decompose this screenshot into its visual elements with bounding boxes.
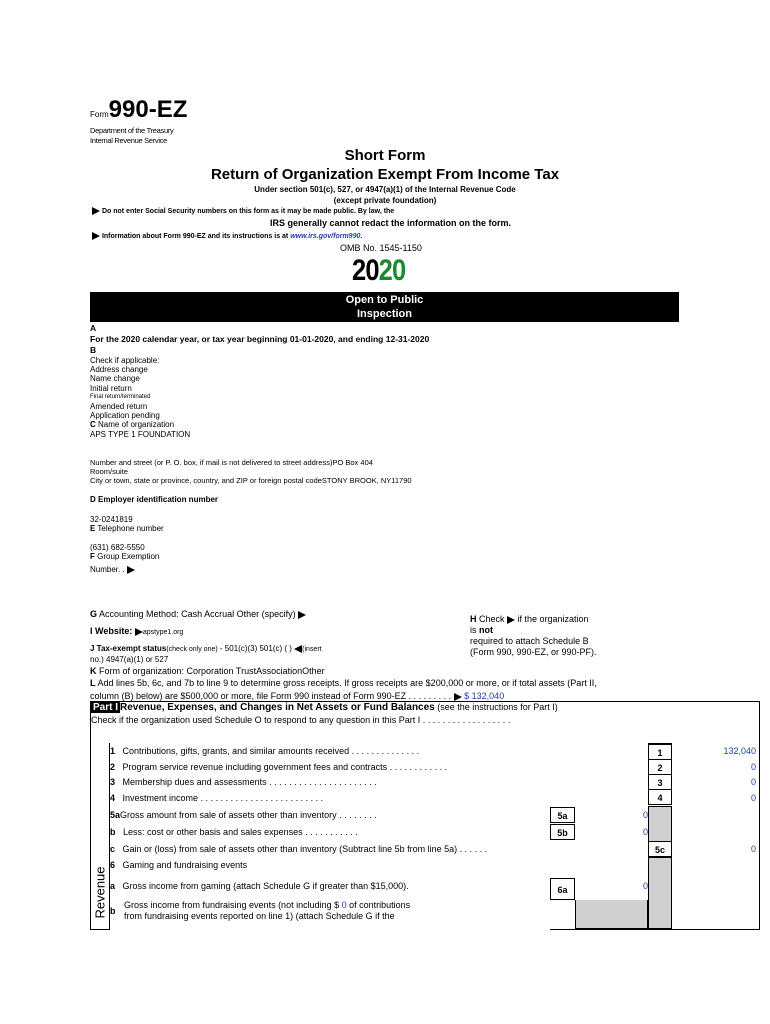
- line-6: 6 Gaming and fundraising events: [110, 860, 248, 870]
- box-3: 3: [648, 774, 672, 790]
- telephone-label: Telephone number: [95, 524, 164, 533]
- box-5c: 5c: [648, 841, 672, 857]
- form-prefix: Form: [90, 110, 109, 119]
- street-value: PO Box 404: [332, 458, 373, 467]
- value-line-5a[interactable]: 0: [642, 810, 648, 820]
- website-value[interactable]: apstype1.org: [142, 629, 184, 636]
- dept-line-2: Internal Revenue Service: [90, 136, 168, 145]
- line-5c: c Gain or (loss) from sale of assets other than inventory (Subtract line 5b from line 5a) . . . . . .: [110, 844, 488, 854]
- part1-label: Part I: [93, 702, 119, 713]
- group-exemption-label: Group Exemption: [94, 552, 160, 561]
- box-4: 4: [648, 789, 672, 805]
- arrow-icon: [298, 611, 306, 619]
- line-6a: a Gross income from gaming (attach Schedule G if greater than $15,000).: [110, 881, 409, 891]
- org-name: APS TYPE 1 FOUNDATION: [90, 429, 191, 439]
- initial-return[interactable]: Initial return: [90, 383, 132, 393]
- bottom-border: [550, 929, 760, 930]
- final-return[interactable]: Final return/terminated: [90, 393, 151, 400]
- arrow-icon: [454, 693, 462, 701]
- arrow-icon: [92, 207, 100, 215]
- city-value: STONY BROOK, NY11790: [321, 476, 412, 485]
- form-of-organization: K Form of organization: Corporation TrustAssociationOther: [90, 666, 325, 676]
- accounting-method: G Accounting Method: Cash Accrual Other (specify): [90, 609, 306, 619]
- room-suite: Room/suite: [90, 467, 128, 476]
- check-if-applicable: Check if applicable: Address change Name change Initial return Final return/terminated Amended return Application pending C Name of organization APS TYPE 1 FOUNDATION: [90, 356, 191, 439]
- tax-year: [352, 254, 405, 288]
- website-row: I Website: apstype1.org: [90, 626, 184, 636]
- form990-link[interactable]: www.irs.gov/form990: [290, 232, 361, 240]
- under-section: Under section 501(c), 527, or 4947(a)(1) of the Internal Revenue Code: [254, 185, 516, 194]
- value-line-5c[interactable]: 0: [750, 844, 756, 854]
- value-line-5b[interactable]: 0: [642, 827, 648, 837]
- arrow-icon: [507, 616, 515, 624]
- title-return: Return of Organization Exempt From Income Tax: [210, 166, 560, 183]
- right-border: [759, 743, 760, 929]
- line-3: 3 Membership dues and assessments . . . . . . . . . . . . . . . . . . . . . .: [110, 777, 377, 787]
- omb-number: OMB No. 1545-1150: [340, 243, 422, 253]
- phone-value: (631) 682-5550: [90, 543, 145, 552]
- revenue-side-label-box: [91, 856, 109, 928]
- except-private: (except private foundation): [333, 196, 437, 205]
- calendar-year: For the 2020 calendar year, or tax year beginning 01-01-2020, and ending 12-31-2020: [90, 334, 430, 344]
- application-pending[interactable]: Application pending: [90, 411, 160, 421]
- gross-receipts-value: $ 132,040: [461, 691, 505, 701]
- amended-return[interactable]: Amended return: [90, 402, 148, 412]
- line-6b: Gross income from fundraising events (not including $ 0 of contributions from fundraising events reported on line 1) (attach Schedule G if the: [124, 900, 411, 921]
- part1-title-row: Part I Revenue, Expenses, and Changes in Net Assets or Fund Balances (see the instructions for Part I): [93, 702, 558, 713]
- box-5b: 5b: [550, 824, 575, 840]
- line-1: 1 Contributions, gifts, grants, and similar amounts received . . . . . . . . . . . . . .: [110, 746, 420, 756]
- line-2: 2 Program service revenue including government fees and contracts . . . . . . . . . . . .: [110, 762, 448, 772]
- label-a: A: [90, 323, 97, 333]
- ssn-note: Do not enter Social Security numbers on this form as it may be made public. By law, the: [92, 207, 394, 215]
- form-number: 990-EZ: [108, 96, 188, 123]
- address-block: [90, 458, 412, 485]
- box-2: 2: [648, 759, 672, 775]
- arrow-left-icon: [294, 645, 302, 653]
- tax-exempt-status: J Tax-exempt status(check only one) - 501(c)(3) 501(c) ( ) (insert no.) 4947(a)(1) or 527: [90, 644, 322, 664]
- ein-value: 32-0241819: [90, 515, 133, 524]
- name-change[interactable]: Name change: [90, 374, 140, 384]
- info-note: Information about Form 990-EZ and its instructions is at www.irs.gov/form990.: [92, 232, 362, 240]
- arrow-icon: [135, 628, 143, 636]
- group-number: Number. .: [90, 565, 135, 574]
- department: [90, 126, 174, 146]
- address-change[interactable]: Address change: [90, 365, 148, 375]
- schedule-o-check[interactable]: Check if the organization used Schedule O to respond to any question in this Part I . . . . . . . . . . . . . . . . . .: [91, 715, 511, 725]
- value-line-1[interactable]: 132,040: [723, 746, 756, 756]
- value-line-2[interactable]: 0: [750, 762, 756, 772]
- box-1: 1: [648, 744, 672, 760]
- shaded-box-6b: [575, 900, 648, 929]
- value-line-6a[interactable]: 0: [642, 881, 648, 891]
- city-label: City or town, state or province, country, and ZIP or foreign postal code: [90, 476, 322, 485]
- part1-title: Revenue, Expenses, and Changes in Net Assets or Fund Balances: [120, 702, 435, 713]
- title-short-form: Short Form: [344, 147, 426, 164]
- box-6a: 6a: [550, 878, 575, 900]
- form-number-block: [90, 96, 187, 124]
- value-line-3[interactable]: 0: [750, 777, 756, 787]
- label-b: B: [90, 345, 97, 355]
- line-4: 4 Investment income . . . . . . . . . . . . . . . . . . . . . . . . .: [110, 793, 324, 803]
- line-5a: 5aGross amount from sale of assets other than inventory . . . . . . . .: [110, 810, 377, 820]
- open-to-public-banner: Open to Public Inspection: [90, 292, 679, 322]
- arrow-icon: [127, 566, 135, 574]
- irs-note: IRS generally cannot redact the information on the form.: [270, 218, 512, 228]
- box-5a: 5a: [550, 807, 575, 823]
- dept-line-1: Department of the Treasury: [90, 126, 174, 135]
- side-label-bottom: [90, 929, 110, 930]
- fundraising-contributions-value[interactable]: 0: [341, 900, 347, 910]
- line-6b-num: b: [110, 906, 116, 916]
- revenue-side-label: Revenue: [92, 865, 108, 919]
- shaded-box-5ab: [648, 806, 672, 842]
- shaded-box-6: [648, 857, 672, 929]
- line-5b: b Less: cost or other basis and sales expenses . . . . . . . . . . .: [110, 827, 358, 837]
- ein-block: 32-0241819 E Telephone number: [90, 515, 164, 533]
- phone-block: (631) 682-5550 F Group Exemption: [90, 543, 160, 561]
- gross-receipts: L Add lines 5b, 6c, and 7b to line 9 to determine gross receipts. If gross receipts are $200,000 or more, or if total assets (Part II, column (B) below) are $500,000 or more, file Form 990 instead of Form 990-EZ . . . . . . . . . $ 132,040: [90, 678, 597, 701]
- arrow-icon: [92, 232, 100, 240]
- ein-label: D Employer identification number: [90, 495, 219, 504]
- value-line-4[interactable]: 0: [750, 793, 756, 803]
- year-part-1: 20: [352, 254, 379, 287]
- name-of-org-label: C Name of organization: [90, 420, 175, 430]
- year-part-2: 20: [378, 254, 406, 287]
- schedule-b-check: H Check if the organization is not required to attach Schedule B (Form 990, 990-EZ, or 990-PF).: [470, 614, 597, 657]
- street-label: Number and street (or P. O. box, if mail is not delivered to street address): [90, 458, 333, 467]
